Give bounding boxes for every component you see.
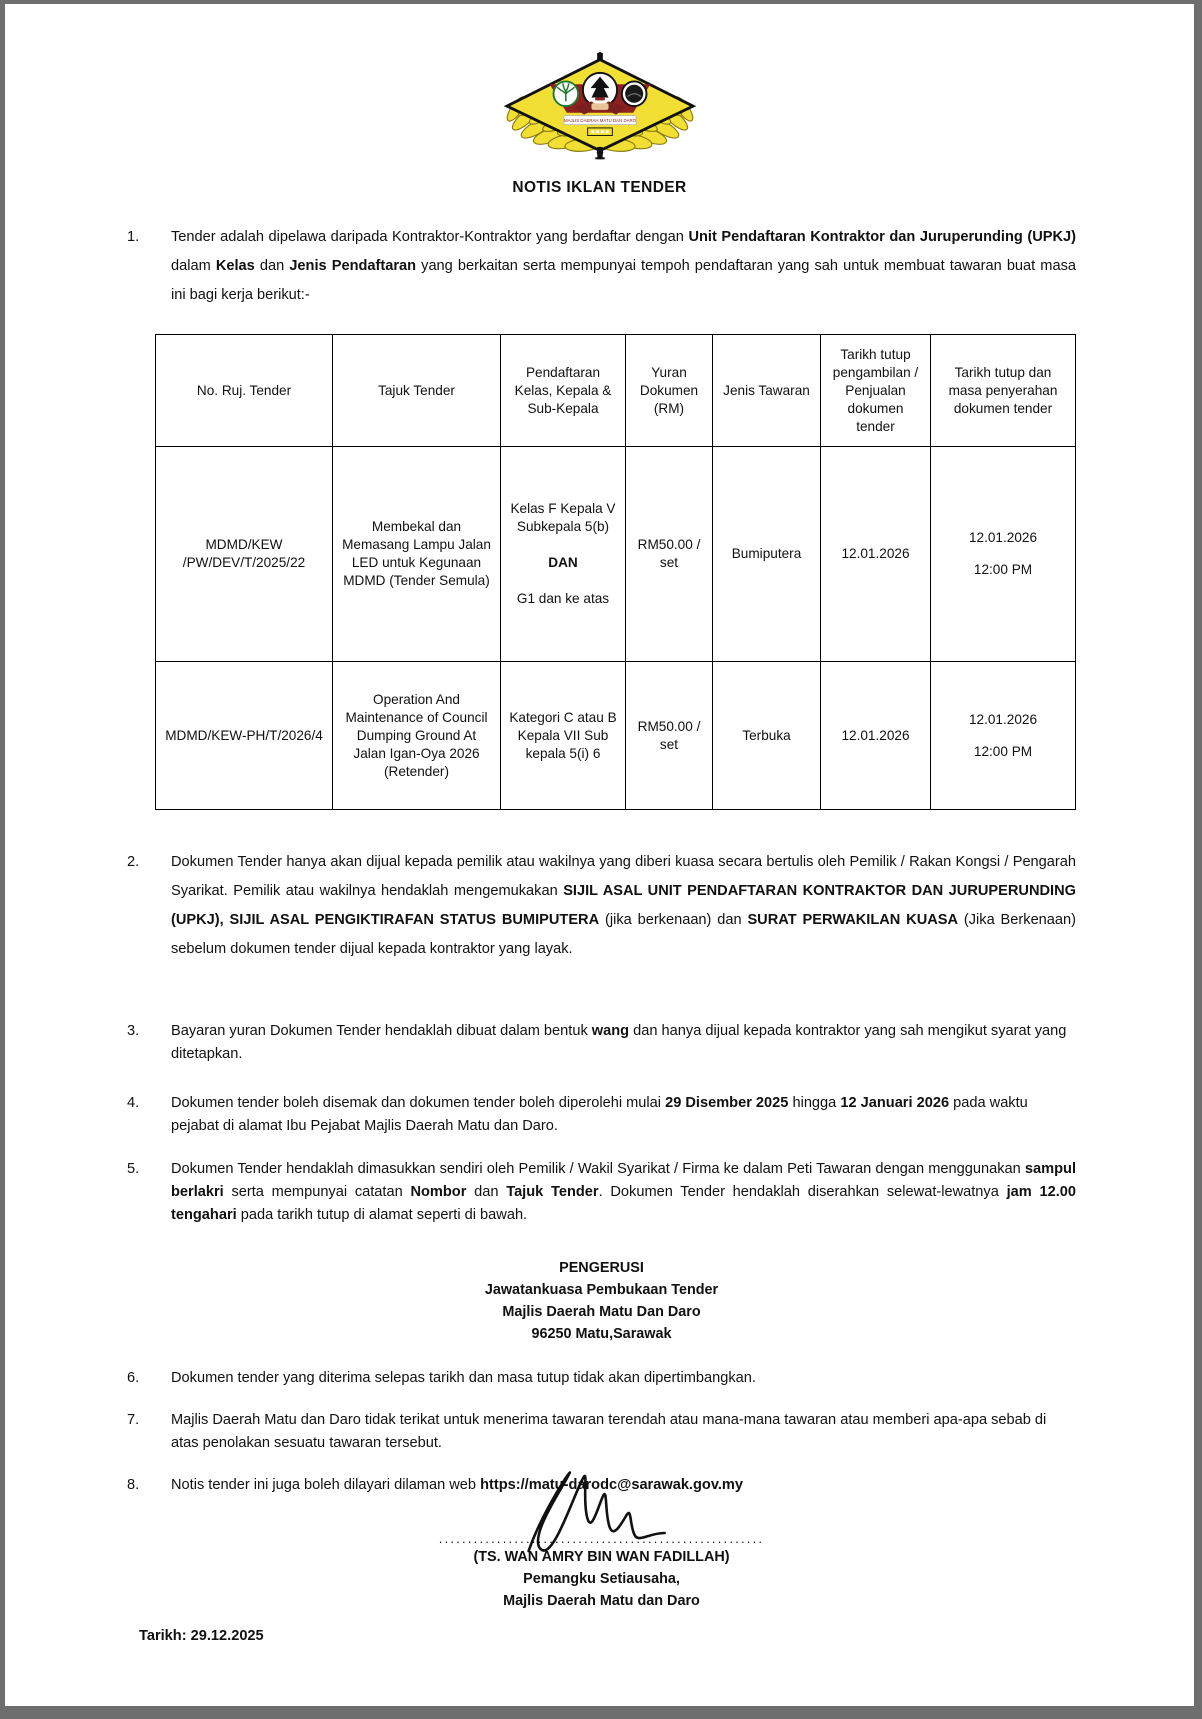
text-segment: SURAT PERWAKILAN KUASA bbox=[747, 912, 959, 928]
text-segment: https://matu-darodc@sarawak.gov.my bbox=[480, 1477, 744, 1493]
majlis-daerah-matu-dan-daro-crest-icon bbox=[489, 52, 711, 164]
col-header-tarikh-pengambilan: Tarikh tutup pengambilan / Penjualan dokumen tender bbox=[821, 335, 931, 447]
paragraph-5 bbox=[127, 1158, 1076, 1227]
text-segment: jam 12.00 tengahari bbox=[171, 1184, 1076, 1223]
address-line: Majlis Daerah Matu Dan Daro bbox=[502, 1304, 701, 1320]
cell-tajuk: Membekal dan Memasang Lampu Jalan LED untuk Kegunaan MDMD (Tender Semula) bbox=[333, 447, 501, 662]
paragraph-8 bbox=[127, 1474, 1076, 1497]
chairman-address-block bbox=[127, 1257, 1076, 1345]
paragraph-text bbox=[171, 1092, 1076, 1138]
col-header-tarikh-penyerahan: Tarikh tutup dan masa penyerahan dokumen tender bbox=[931, 335, 1076, 447]
col-header-pendaftaran: Pendaftaran Kelas, Kepala & Sub-Kepala bbox=[501, 335, 626, 447]
text-segment: Tajuk Tender bbox=[506, 1184, 599, 1200]
cell-line: G1 dan ke atas bbox=[516, 591, 610, 606]
cell-no-ruj: MDMD/KEW /PW/DEV/T/2025/22 bbox=[156, 447, 333, 662]
paragraph-text bbox=[171, 1020, 1076, 1066]
paragraph-4 bbox=[127, 1092, 1076, 1138]
paragraph-1 bbox=[127, 223, 1076, 310]
list-number: 8. bbox=[127, 1477, 140, 1493]
cell-jenis: Terbuka bbox=[713, 662, 821, 810]
signatory-name: (TS. WAN AMRY BIN WAN FADILLAH) bbox=[473, 1549, 730, 1565]
text-segment: Nombor bbox=[410, 1184, 467, 1200]
paragraph-text bbox=[171, 848, 1076, 964]
text-segment: Unit Pendaftaran Kontraktor dan Juruperunding (UPKJ) bbox=[688, 229, 1076, 245]
signature-block bbox=[127, 1531, 1076, 1612]
text-segment: Dokumen Tender hendaklah dimasukkan sendiri oleh Pemilik / Wakil Syarikat / Firma ke dalam Peti Tawaran dengan menggunakan bbox=[171, 1161, 1025, 1177]
cell-no-ruj: MDMD/KEW-PH/T/2026/4 bbox=[156, 662, 333, 810]
text-segment: sampul berlakri bbox=[171, 1161, 1076, 1200]
council-logo bbox=[485, 52, 715, 169]
tender-table bbox=[155, 334, 1076, 810]
paragraph-2 bbox=[127, 848, 1076, 964]
text-segment: Jenis Pendaftaran bbox=[289, 258, 417, 274]
paragraph-text bbox=[171, 1474, 1076, 1497]
logo-banner-text: MAJLIS DAERAH MATU DAN DARO bbox=[563, 118, 636, 124]
table-row bbox=[156, 662, 1076, 810]
list-number: 4. bbox=[127, 1095, 140, 1111]
list-number: 2. bbox=[127, 854, 140, 870]
cell-line: Kelas F Kepala V Subkepala 5(b) bbox=[510, 501, 616, 534]
paragraph-text bbox=[171, 1409, 1076, 1455]
cell-tarikh-pengambilan: 12.01.2026 bbox=[821, 447, 931, 662]
text-segment: dan hanya dijual kepada kontraktor yang sah mengikut syarat yang ditetapkan. bbox=[171, 1023, 1067, 1062]
list-number: 5. bbox=[127, 1161, 140, 1177]
col-header-tajuk: Tajuk Tender bbox=[333, 335, 501, 447]
list-number: 1. bbox=[127, 229, 140, 245]
cell-tarikh-penyerahan bbox=[931, 447, 1076, 662]
text-segment: Dokumen tender boleh disemak dan dokumen tender boleh diperolehi mulai bbox=[171, 1095, 666, 1111]
cell-pendaftaran bbox=[501, 662, 626, 810]
paragraph-text bbox=[171, 1158, 1076, 1227]
cell-line: DAN bbox=[548, 555, 578, 570]
text-segment: 12 Januari 2026 bbox=[840, 1095, 950, 1111]
text-segment: pada tarikh tutup di alamat seperti di bawah. bbox=[236, 1207, 528, 1223]
text-segment: wang bbox=[591, 1023, 630, 1039]
address-line: PENGERUSI bbox=[559, 1260, 644, 1276]
text-segment: yang berkaitan serta mempunyai tempoh pendaftaran yang sah untuk membuat tawaran buat masa ini bagi kerja berikut:- bbox=[171, 258, 1076, 303]
text-segment: Dokumen Tender hanya akan dijual kepada pemilik atau wakilnya yang diberi kuasa secara bertulis oleh Pemilik / Rakan Kongsi / Pengarah Syarikat. Pemilik atau wakilnya hendaklah mengemukakan bbox=[171, 854, 1076, 899]
cell-line: 12:00 PM bbox=[973, 743, 1033, 759]
text-segment: Tender adalah dipelawa daripada Kontraktor-Kontraktor yang berdaftar dengan bbox=[171, 229, 689, 245]
text-segment: Kelas bbox=[215, 258, 255, 274]
signatory-role: Pemangku Setiausaha, bbox=[523, 1571, 680, 1587]
text-segment: Dokumen tender yang diterima selepas tarikh dan masa tutup tidak akan dipertimbangkan. bbox=[171, 1370, 756, 1386]
list-number: 7. bbox=[127, 1412, 140, 1428]
list-number: 6. bbox=[127, 1370, 140, 1386]
text-segment: . Dokumen Tender hendaklah diserahkan selewat-lewatnya bbox=[598, 1184, 1007, 1200]
cell-jenis: Bumiputera bbox=[713, 447, 821, 662]
text-segment: Majlis Daerah Matu dan Daro tidak terikat untuk menerima tawaran terendah atau mana-mana tawaran atau memberi apa-apa sebab di atas penolakan sesuatu tawaran tersebut. bbox=[171, 1412, 1047, 1451]
text-segment: SIJIL ASAL UNIT PENDAFTARAN KONTRAKTOR DAN JURUPERUNDING (UPKJ), SIJIL ASAL PENGIKTIRAFAN STATUS BUMIPUTERA bbox=[171, 883, 1076, 928]
cell-tarikh-pengambilan: 12.01.2026 bbox=[821, 662, 931, 810]
document-sheet bbox=[5, 4, 1194, 1706]
page-title: NOTIS IKLAN TENDER bbox=[512, 179, 687, 196]
text-segment: hingga bbox=[788, 1095, 841, 1111]
text-segment: Bayaran yuran Dokumen Tender hendaklah dibuat dalam bentuk bbox=[171, 1023, 592, 1039]
cell-line: Kategori C atau B Kepala VII Sub kepala 5(i) 6 bbox=[509, 709, 617, 761]
paragraph-7 bbox=[127, 1409, 1076, 1455]
address-line: 96250 Matu,Sarawak bbox=[531, 1326, 672, 1342]
col-header-yuran: Yuran Dokumen (RM) bbox=[626, 335, 713, 447]
cell-yuran: RM50.00 / set bbox=[626, 447, 713, 662]
cell-yuran: RM50.00 / set bbox=[626, 662, 713, 810]
paragraph-6 bbox=[127, 1367, 1076, 1390]
text-segment: serta mempunyai catatan bbox=[223, 1184, 411, 1200]
cell-tajuk: Operation And Maintenance of Council Dumping Ground At Jalan Igan-Oya 2026 (Retender) bbox=[333, 662, 501, 810]
text-segment: (Jika Berkenaan) sebelum dokumen tender dijual kepada kontraktor yang layak. bbox=[171, 912, 1077, 957]
text-segment: dan bbox=[254, 258, 290, 274]
cell-pendaftaran bbox=[501, 447, 626, 662]
list-number: 3. bbox=[127, 1023, 140, 1039]
text-segment: (jika berkenaan) dan bbox=[599, 912, 748, 928]
cell-line: 12:00 PM bbox=[973, 562, 1033, 577]
paragraph-text bbox=[171, 223, 1076, 310]
cell-line: 12.01.2026 bbox=[968, 711, 1038, 727]
table-header-row bbox=[156, 335, 1076, 447]
col-header-jenis: Jenis Tawaran bbox=[713, 335, 821, 447]
address-line: Jawatankuasa Pembukaan Tender bbox=[484, 1282, 719, 1298]
signatory-organisation: Majlis Daerah Matu dan Daro bbox=[503, 1593, 700, 1609]
cell-tarikh-penyerahan bbox=[931, 662, 1076, 810]
text-segment: 29 Disember 2025 bbox=[665, 1095, 789, 1111]
cell-line: 12.01.2026 bbox=[968, 530, 1038, 545]
text-segment: dan bbox=[466, 1184, 507, 1200]
signature-dotted-line: ........................................................ bbox=[438, 1531, 765, 1546]
text-segment: dalam bbox=[171, 258, 216, 274]
paragraph-3 bbox=[127, 1020, 1076, 1066]
text-segment: Notis tender ini juga boleh dilayari dilaman web bbox=[171, 1477, 481, 1493]
table-row bbox=[156, 447, 1076, 662]
paragraph-text bbox=[171, 1367, 1076, 1390]
document-date: Tarikh: 29.12.2025 bbox=[139, 1628, 264, 1644]
text-segment: pada waktu pejabat di alamat Ibu Pejabat Majlis Daerah Matu dan Daro. bbox=[171, 1095, 1028, 1134]
col-header-no-ruj: No. Ruj. Tender bbox=[156, 335, 333, 447]
